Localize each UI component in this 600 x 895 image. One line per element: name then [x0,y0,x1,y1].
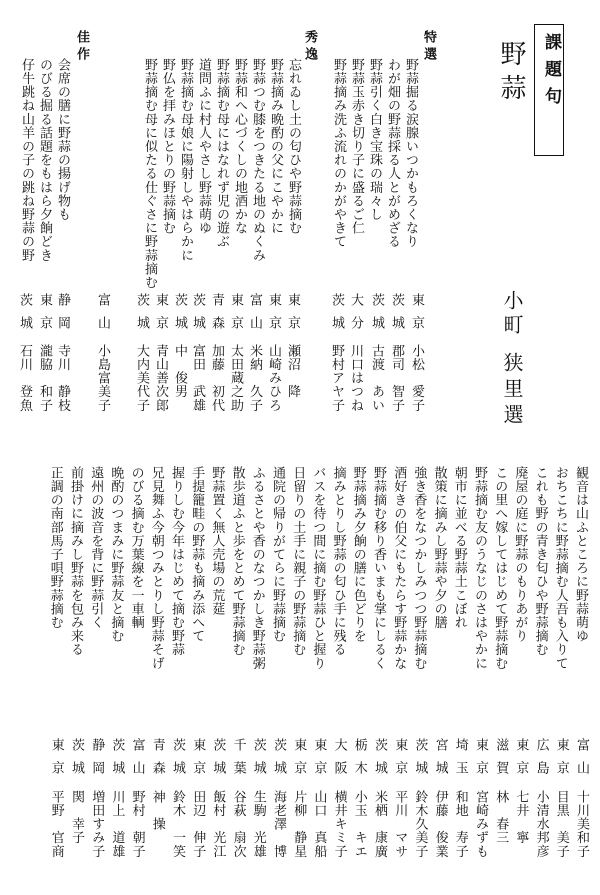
author-name: 林 春三 [493,790,509,845]
author-prefecture: 広島 [533,738,549,784]
page-title: 野蒜 [496,40,526,108]
author-prefecture: 青森 [149,738,165,784]
author-prefecture: 埼玉 [452,738,468,784]
author-prefecture: 東京 [553,738,569,784]
author-prefecture: 茨城 [412,738,428,784]
poem-line: 野蒜摘み夕餉の膳に色どりを [350,466,366,643]
author-name: 瀬沼 降 [285,344,300,399]
author-name: 野村アヤ子 [329,344,344,412]
poem-line: 野蒜引く白き宝珠の瑞々し [367,58,382,222]
author-name: 谷萩 扇次 [230,790,246,858]
author-prefecture: 青森 [209,293,224,339]
author-prefecture: 東京 [266,293,281,339]
poem-line: 前掛けに摘みし野蒜を包み来る [68,466,83,657]
poem-line: 兄見舞ふ今朝つみとりし野蒜そげ [148,466,164,670]
author-name: 米栖 康廣 [372,790,387,858]
poem-line: 握りしむ今年はじめて摘む野蒜 [169,466,184,657]
poem-line: 強き香をなつかしみつつ野蒜摘む [411,466,427,670]
author-name: 小玉 キエ [351,790,367,858]
author-name: 和地 寿子 [452,790,468,858]
author-name: 青山善次郎 [153,344,168,412]
author-name: 生駒 光雄 [250,790,266,858]
poem-line: 野蒜摘み晩酌の父にこやかに [268,58,283,235]
author-name: 大内美代子 [134,344,149,412]
author-name: 平川 マサ [392,790,408,858]
author-prefecture: 茨城 [271,738,286,784]
author-prefecture: 茨城 [190,293,205,339]
author-prefecture: 東京 [37,293,52,339]
poem-line: 日留りの土手に親子の野蒜摘む [290,466,306,657]
poem-line: 散歩道ふと歩をとめて野蒜摘む [229,466,245,657]
author-name: 加藤 初代 [209,344,224,412]
author-prefecture: 茨城 [250,738,266,784]
author-name: 宮崎みずも [473,790,488,858]
author-prefecture: 茨城 [210,738,226,784]
author-prefecture: 東京 [285,293,300,339]
author-name: 関 幸子 [69,790,84,845]
author-prefecture: 茨城 [329,293,344,339]
author-name: 富田 武雄 [190,344,205,412]
author-name: 川上 道雄 [109,790,125,858]
author-prefecture: 富山 [95,293,110,339]
author-prefecture: 東京 [513,738,529,784]
poem-line: バスを待つ間に摘む野蒜ひと握り [310,466,326,670]
poem-line: 道問ふに村人やさし野蒜萌ゆ [196,58,211,235]
author-prefecture: 東京 [409,293,424,339]
author-prefecture: 東京 [291,738,307,784]
author-prefecture: 東京 [153,293,168,339]
poem-line: 野蒜掘る涙腺いつかもろくなり [403,58,418,249]
poem-line: 酒好きの伯父にもたらす野蒜かな [391,466,407,670]
poem-line: 廃屋の庭に野蒜のもりあがり [512,466,528,643]
author-name: 山崎みひろ [266,344,281,412]
author-prefecture: 茨城 [369,293,384,339]
author-prefecture: 茨城 [172,293,187,339]
author-prefecture: 大阪 [331,738,347,784]
poem-line: これも野の青き匂ひや野蒜摘む [532,466,548,657]
author-prefecture: 茨城 [17,293,32,339]
author-name: 伊藤 俊業 [432,790,448,858]
author-prefecture: 富山 [574,738,589,784]
author-name: 田辺 伸子 [190,790,206,858]
author-prefecture: 栃木 [351,738,367,784]
author-name: 小松 愛子 [409,344,424,412]
author-name: 山口 真船 [311,790,327,858]
author-name: 寺川 静枝 [55,344,70,412]
author-prefecture: 千葉 [230,738,246,784]
poem-line: おちこちに野蒜摘む人吾も入りて [552,466,568,670]
label-shuitsu: 秀逸 [302,30,317,64]
author-name: 海老澤 博 [271,790,286,858]
author-name: 増田すみ子 [89,790,105,858]
poem-line: 野蒜置く無人売場の荒莚 [209,466,225,616]
author-name: 古渡 あい [369,344,384,412]
author-prefecture: 東京 [473,738,488,784]
author-name: 十川美和子 [574,790,589,858]
poem-line: のびる掘る話題をもはら夕餉どき [37,58,52,262]
author-prefecture: 富山 [247,293,262,339]
author-name: 瀧脇 和子 [37,344,52,412]
poem-line: 野蒜摘む母にはなれず児の遊ぶ [214,58,229,249]
author-name: 飯村 光江 [210,790,226,858]
author-prefecture: 東京 [228,293,243,339]
poem-line: 正調の南部馬子唄野蒜摘む [47,466,63,630]
poem-line: 手提籠畦の野蒜も摘み添へて [189,466,205,643]
poem-line: 晩酌のつまみに野蒜友と摘む [108,466,124,643]
poem-line: 野蒜摘み洗ふ流れのかがやきて [331,58,346,249]
author-name: 石川 登魚 [17,344,32,412]
poem-line: のびる摘む万葉線を一車輌 [128,466,144,630]
poem-line: 野蒜摘む移り香いまも掌にしるく [371,466,386,670]
poem-line: 散策に摘みし野蒜や夕の膳 [431,466,447,630]
author-prefecture: 茨城 [372,738,387,784]
poem-line: 仔牛跳ね山羊の子の跳ね野蒜の野 [19,58,34,262]
author-name: 七井 寧 [513,790,529,845]
author-prefecture: 東京 [311,738,327,784]
author-name: 米納 久子 [247,344,262,412]
author-prefecture: 滋賀 [493,738,509,784]
author-prefecture: 茨城 [69,738,84,784]
author-name: 中 俊男 [172,344,187,399]
author-name: 小清水邦彦 [533,790,549,858]
poem-line: 野蒜摘む母娘に陽射しやはらかに [178,58,193,262]
author-name: 平野 官商 [48,790,64,858]
author-name: 目黒 美子 [553,790,569,858]
poem-line: 野蒜つむ膝をつきたる地のぬくみ [250,58,265,262]
author-prefecture: 宮城 [432,738,448,784]
poem-line: この里へ嫁してはじめて野蒜摘む [492,466,508,670]
poem-line: 通院の帰りがてらに野蒜摘む [270,466,285,643]
label-tokusen: 特選 [421,30,436,64]
poem-line: ふるさとや香のなつかしき野蒜粥 [249,466,265,670]
author-prefecture: 静岡 [89,738,105,784]
poem-line: 遠州の波音を背に野蒜引く [88,466,104,630]
poem-line: 摘みとりし野蒜の匂ひ手に残る [330,466,346,657]
poem-line: 朝市に並べる野蒜土こぼれ [451,466,467,630]
author-name: 鈴木 一笑 [170,790,185,858]
poem-line: 忘れゐし土の匂ひや野蒜摘む [286,58,301,235]
author-name: 野村 朝子 [129,790,145,858]
author-prefecture: 茨城 [389,293,404,339]
author-name: 太田蔵之助 [228,344,243,412]
author-name: 郡司 智子 [389,344,404,412]
author-prefecture: 茨城 [109,738,125,784]
author-prefecture: 東京 [392,738,408,784]
author-prefecture: 東京 [190,738,206,784]
poem-line: 野蒜和へ心づくしの地酒かな [232,58,247,235]
poem-line: 野蒜摘む友のうなじのさはやかに [472,466,487,670]
author-prefecture: 東京 [48,738,64,784]
poem-line: 野蒜玉赤き切り子に盛るご仁 [349,58,364,235]
author-name: 鈴木久美子 [412,790,428,858]
author-prefecture: 茨城 [170,738,185,784]
author-prefecture: 富山 [129,738,145,784]
author-prefecture: 茨城 [134,293,149,339]
poem-line: 野蒜摘む母に似たる仕ぐさに野蒜摘む [142,58,157,290]
poem-line: わが畑の野蒜採る人とがめざる [385,58,400,249]
selector-name: 小町 [500,290,524,338]
selector-suffix: 狭里選 [500,352,524,430]
poem-line: 会席の膳に野蒜の揚げ物も [55,58,70,222]
author-name: 横井キミ子 [331,790,347,858]
author-prefecture: 静岡 [55,293,70,339]
author-name: 小島富美子 [95,344,110,412]
poem-line: 観音は山ふところに野蒜萌ゆ [573,466,588,643]
author-name: 片柳 静星 [291,790,307,858]
author-name: 川口はつね [348,344,363,412]
poem-line: 野仏を拝みほとりの野蒜摘む [160,58,175,235]
author-name: 神 操 [149,790,165,831]
author-prefecture: 大分 [348,293,363,339]
label-kasaku: 佳作 [74,30,89,64]
kadai-box: 課題句 [534,24,564,156]
